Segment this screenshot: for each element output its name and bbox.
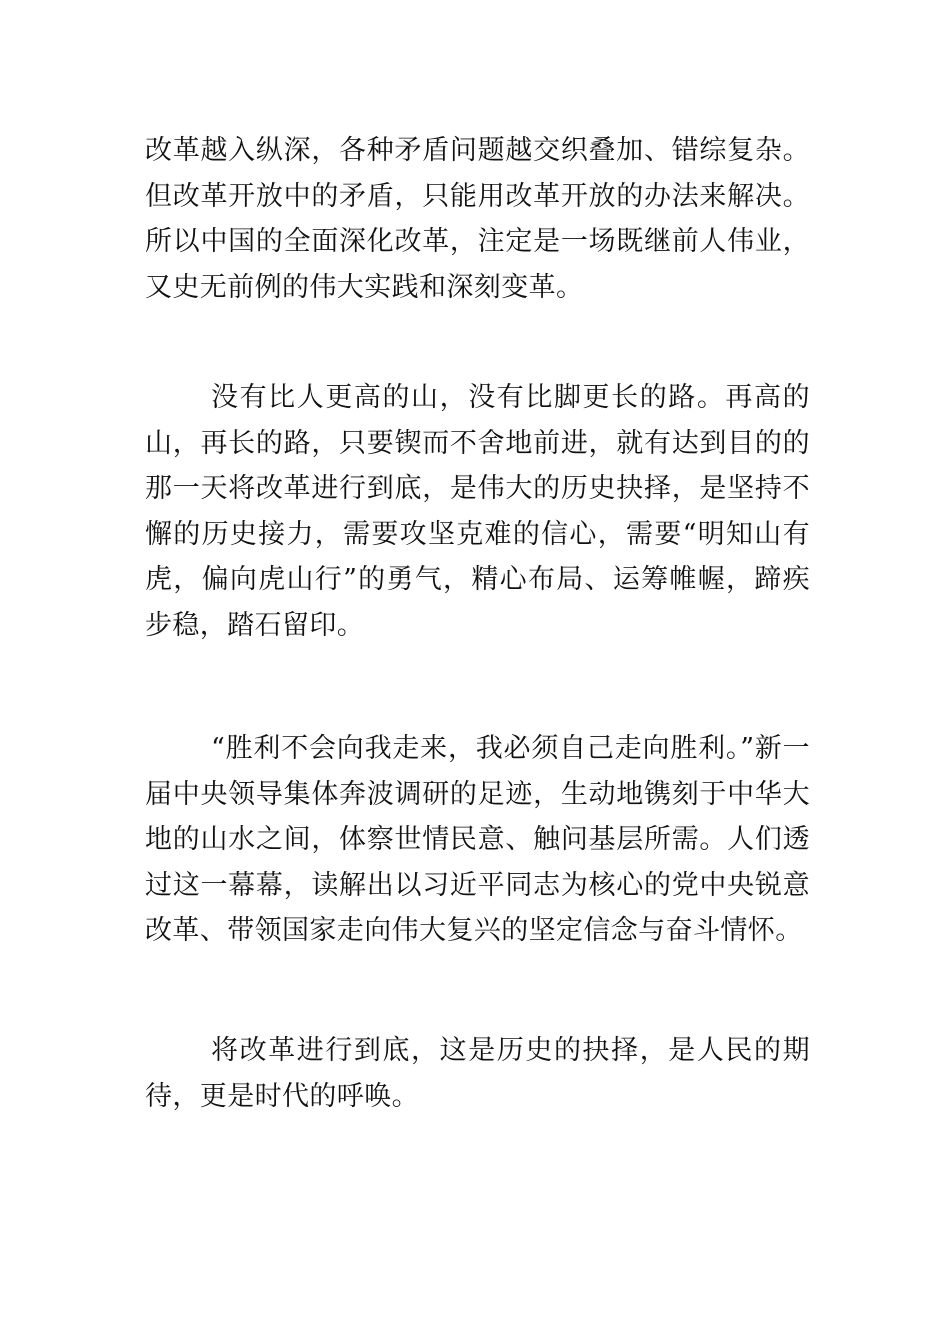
paragraph-4: 将改革进行到底，这是历史的抉择，是人民的期待，更是时代的呼唤。 [145,1035,810,1112]
paragraph-1: 改革越入纵深，各种矛盾问题越交织叠加、错综复杂。但改革开放中的矛盾，只能用改革开放的办法来解决。所以中国的全面深化改革，注定是一场既继前人伟业，又史无前例的伟大实践和深刻变革。 [145,135,810,303]
paragraph-2: 没有比人更高的山，没有比脚更长的路。再高的山，再长的路，只要锲而不舍地前进，就有达到目的的那一天将改革进行到底，是伟大的历史抉择，是坚持不懈的历史接力，需要攻坚克难的信心，需要“明知山有虎，偏向虎山行”的勇气，精心布局、运筹帷幄，蹄疾步稳，踏石留印。 [145,382,810,641]
paragraph-3: “胜利不会向我走来，我必须自己走向胜利。”新一届中央领导集体奔波调研的足迹，生动地镌刻于中华大地的山水之间，体察世情民意、触问基层所需。人们透过这一幕幕，读解出以习近平同志为核心的党中央锐意改革、带领国家走向伟大复兴的坚定信念与奋斗情怀。 [145,733,810,946]
